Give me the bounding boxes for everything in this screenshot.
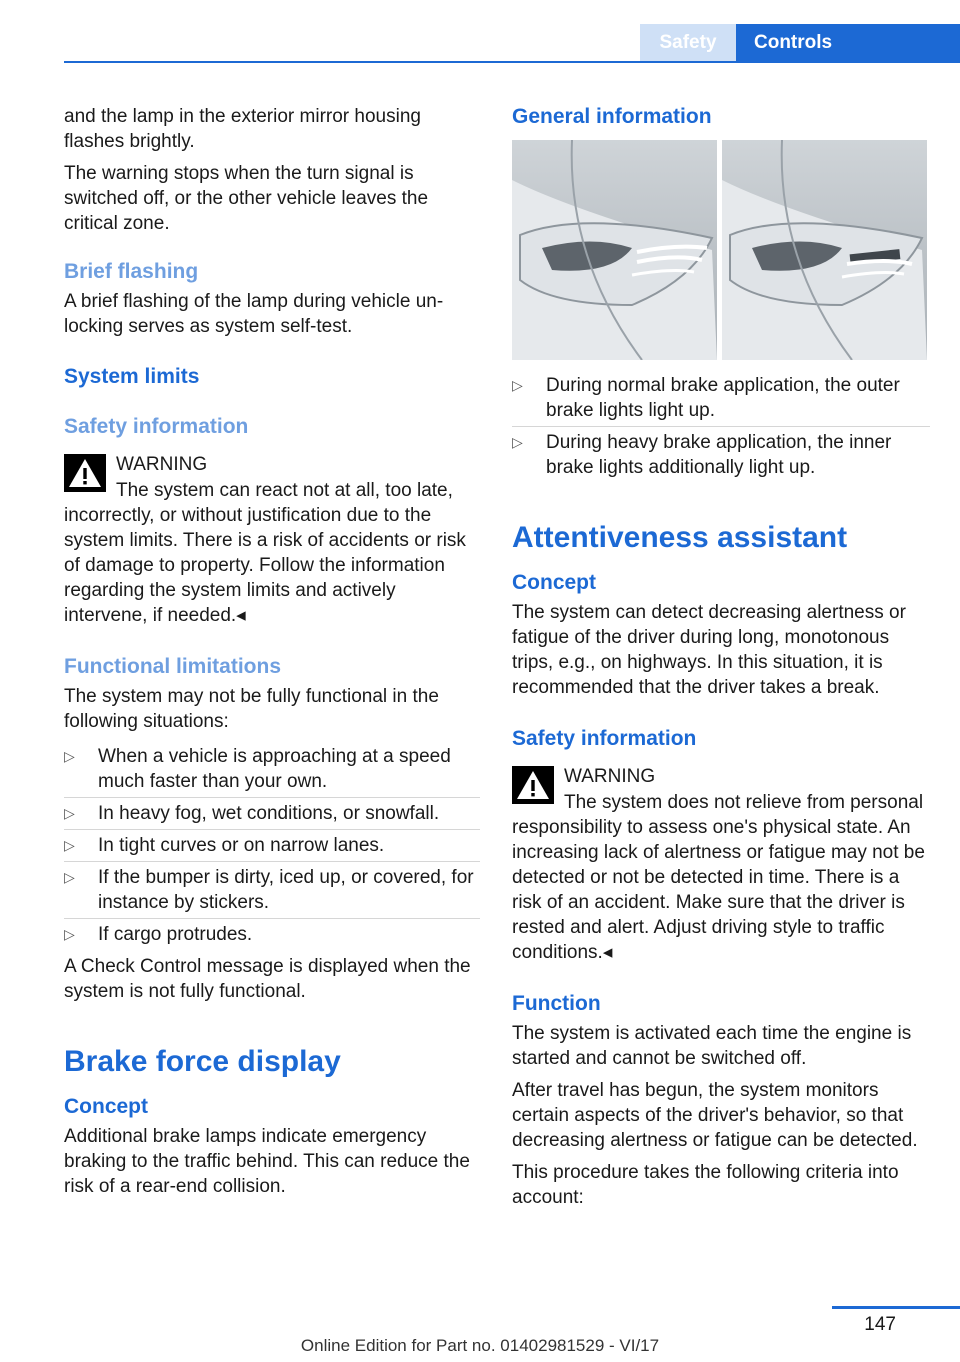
warning-triangle-icon (64, 454, 106, 492)
paragraph: Additional brake lamps indicate emergency braking to the traffic behind. This can reduce the risk of a rear-end collision. (64, 1126, 470, 1197)
paragraph: The warning stops when the turn signal is switched off, or the other vehicle leaves the critical zone. (64, 163, 429, 234)
list-separator (64, 918, 480, 919)
warning-title: WARNING (564, 766, 656, 787)
section-heading: Functional limitations (64, 655, 282, 678)
warning-title: WARNING (116, 454, 208, 475)
section-heading: Concept (512, 571, 596, 594)
section-heading: Safety information (64, 415, 249, 438)
warning-box (64, 452, 480, 628)
list-separator (64, 861, 480, 862)
list-item-text: When a vehicle is approaching at a speed much faster than your own. (98, 746, 451, 792)
list-separator (64, 797, 480, 798)
list-item (64, 833, 480, 858)
section-heading: System limits (64, 365, 200, 388)
triangle-bullet-icon: ▷ (512, 377, 523, 393)
brake-lights-list (512, 373, 930, 480)
warning-text: The system can react not at all, too late, incorrectly, or without justification due to the system limits. There is a risk of accidents or risk of damage to property. Follow the information regarding the system limits and actively intervene, if needed.◂ (64, 480, 466, 626)
triangle-bullet-icon: ▷ (512, 434, 523, 450)
header-rule (64, 61, 960, 63)
list-separator (512, 426, 930, 427)
paragraph: After travel has begun, the system monitors certain aspects of the driver's behavior, so that decreasing alertness or fatigue can be detected. (512, 1080, 918, 1151)
list-separator (64, 829, 480, 830)
paragraph: and the lamp in the exterior mirror housing flashes brightly. (64, 106, 421, 152)
rear-lights-illustration (512, 140, 927, 360)
triangle-bullet-icon: ▷ (64, 837, 75, 853)
list-item (512, 430, 930, 480)
section-heading: Brief flashing (64, 260, 199, 283)
paragraph: The system is activated each time the engine is started and cannot be switched off. (512, 1023, 912, 1069)
section-heading: Function (512, 992, 601, 1015)
triangle-bullet-icon: ▷ (64, 926, 75, 942)
list-item-text: If the bumper is dirty, iced up, or covered, for instance by stickers. (98, 867, 474, 913)
chapter-heading: Brake force display (64, 1045, 341, 1078)
list-item (64, 922, 480, 947)
list-item-text: If cargo protrudes. (98, 924, 253, 945)
triangle-bullet-icon: ▷ (64, 869, 75, 885)
footer-rule (832, 1306, 960, 1309)
edition-footer: Online Edition for Part no. 01402981529 - VI/17 (300, 1336, 660, 1355)
tab-controls[interactable]: Controls (736, 24, 960, 62)
paragraph: The system may not be fully functional in the following situations: (64, 686, 439, 732)
paragraph: This procedure takes the following criteria into account: (512, 1162, 899, 1208)
paragraph: A brief flashing of the lamp during vehicle unlocking serves as system self-test. (64, 291, 444, 337)
left-column (64, 100, 480, 1199)
list-item (64, 801, 480, 826)
list-item (512, 373, 930, 423)
list-item-text: In tight curves or on narrow lanes. (98, 835, 385, 856)
paragraph: A Check Control message is displayed when the system is not fully functional. (64, 956, 471, 1002)
section-heading: Concept (64, 1095, 148, 1118)
brake-lights-photo (512, 140, 927, 360)
page-number: 147 (864, 1314, 896, 1335)
list-item-text: In heavy fog, wet conditions, or snowfall. (98, 803, 440, 824)
limitations-list (64, 744, 480, 947)
right-column (512, 100, 930, 1210)
triangle-bullet-icon: ▷ (64, 748, 75, 764)
page-header (0, 24, 960, 64)
tab-safety[interactable]: Safety (640, 24, 736, 62)
warning-box (512, 764, 930, 965)
chapter-heading: Attentiveness assistant (512, 521, 848, 554)
list-item-text: During normal brake application, the outer brake lights light up. (546, 375, 900, 421)
section-heading: Safety information (512, 727, 697, 750)
warning-triangle-icon (512, 766, 554, 804)
paragraph: The system can detect decreasing alertness or fatigue of the driver during long, monotonous trips, e.g., on highways. In this situation, it is recommended that the driver takes a break. (512, 602, 906, 698)
triangle-bullet-icon: ▷ (64, 805, 75, 821)
list-item-text: During heavy brake application, the inner brake lights additionally light up. (546, 432, 892, 478)
list-item (64, 744, 480, 794)
warning-text: The system does not relieve from personal responsibility to assess one's physical state. An increasing lack of alertness or fatigue may not be detected or not be detected in time. There is a risk of an accident. Make sure that the driver is rested and alert. Adjust driving style to traffic conditions.◂ (512, 792, 925, 963)
section-heading: General information (512, 105, 712, 128)
list-item (64, 865, 480, 915)
